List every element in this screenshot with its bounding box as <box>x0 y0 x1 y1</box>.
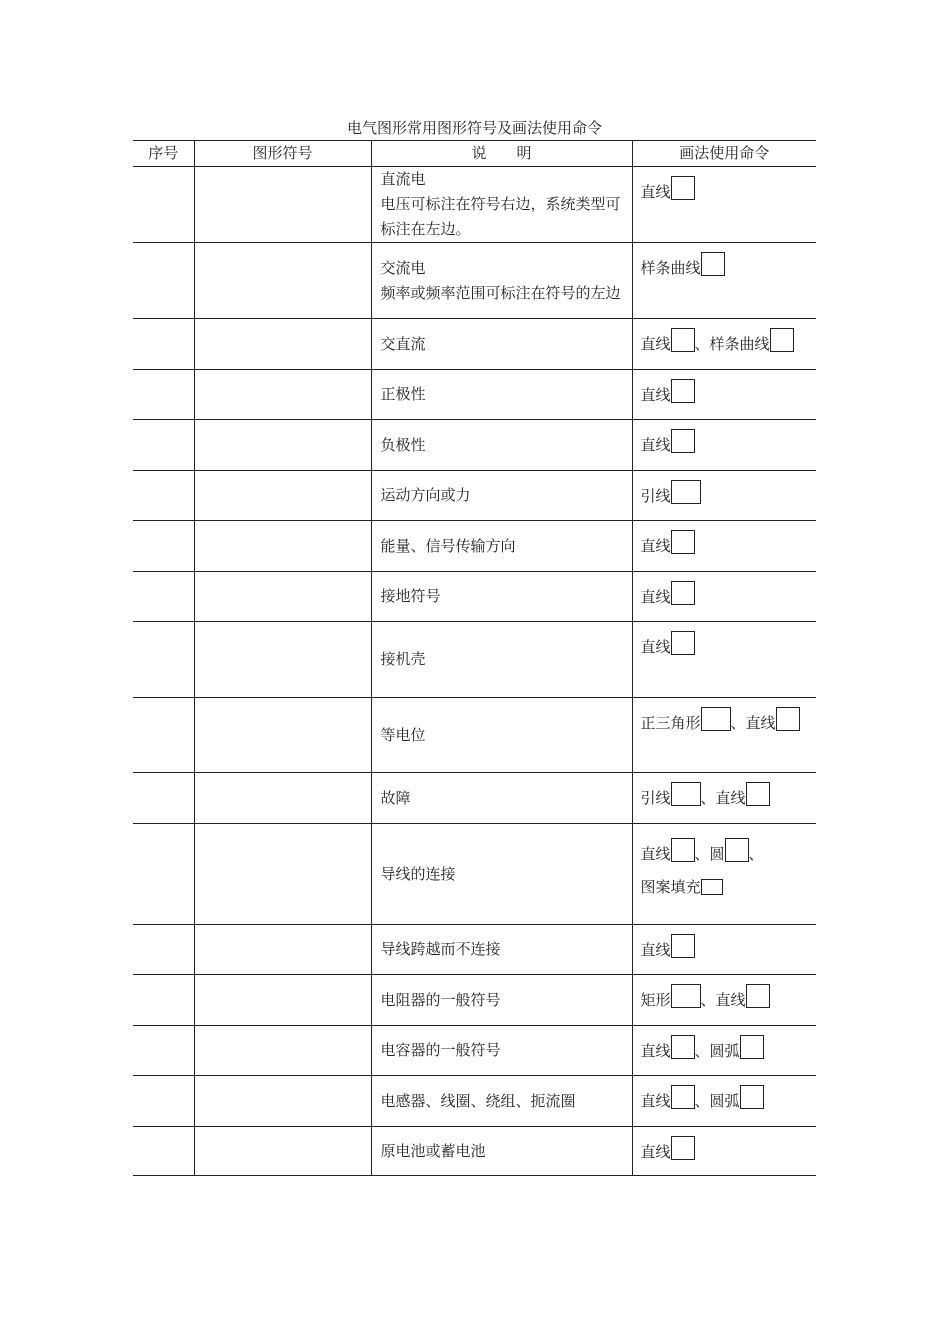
command-label: 圆弧 <box>709 1042 740 1060</box>
header-symbol: 图形符号 <box>194 141 371 167</box>
table-row <box>133 622 816 698</box>
toolbar-button-icon <box>740 1035 764 1059</box>
command-label: 引线 <box>640 789 671 807</box>
command-label: 圆 <box>709 845 725 863</box>
description-title: 导线的连接 <box>380 864 456 883</box>
toolbar-button-icon <box>671 838 695 862</box>
number-cell <box>133 773 194 824</box>
command-cell <box>632 521 816 572</box>
symbol-cell <box>194 1026 371 1076</box>
description-title: 交直流 <box>380 334 426 353</box>
command-cell <box>632 167 816 243</box>
number-cell <box>133 824 194 925</box>
symbol-cell <box>194 622 371 698</box>
number-cell <box>133 167 194 243</box>
number-cell <box>133 1076 194 1127</box>
description-cell <box>371 1076 632 1127</box>
command-cell <box>632 1076 816 1127</box>
toolbar-button-icon <box>671 480 701 504</box>
table-row <box>133 471 816 521</box>
description-title: 电阻器的一般符号 <box>380 990 501 1009</box>
description-title: 交流电 <box>380 258 426 277</box>
table-body <box>133 167 816 1176</box>
toolbar-button-icon <box>701 252 725 276</box>
header-number: 序号 <box>133 141 194 167</box>
description-cell <box>371 572 632 622</box>
toolbar-button-icon <box>701 707 731 731</box>
description-title: 正极性 <box>380 385 426 403</box>
command-label: 直线 <box>715 789 746 807</box>
separator: 、 <box>694 1092 710 1110</box>
number-cell <box>133 370 194 420</box>
number-cell <box>133 471 194 521</box>
command-line <box>641 1085 809 1114</box>
table-header-row <box>133 141 816 167</box>
symbol-cell <box>194 1127 371 1176</box>
command-cell <box>632 243 816 319</box>
symbol-cell <box>194 471 371 521</box>
description-cell <box>371 622 632 698</box>
symbol-cell <box>194 925 371 975</box>
description-cell <box>371 773 632 824</box>
description-title: 接地符号 <box>380 587 441 605</box>
toolbar-button-icon <box>725 838 749 862</box>
command-label: 直线 <box>640 845 671 863</box>
number-cell <box>133 925 194 975</box>
separator: 、 <box>700 789 716 807</box>
table-row <box>133 319 816 370</box>
symbol-cell <box>194 243 371 319</box>
description-cell <box>371 521 632 572</box>
description-title: 负极性 <box>380 435 426 454</box>
command-label: 直线 <box>715 991 746 1009</box>
command-line <box>641 252 809 281</box>
command-cell <box>632 420 816 471</box>
table-row <box>133 420 816 471</box>
command-label: 圆弧 <box>709 1092 740 1110</box>
table-row <box>133 1076 816 1127</box>
command-label: 直线 <box>640 335 671 353</box>
symbol-cell <box>194 319 371 370</box>
description-cell <box>371 824 632 925</box>
command-cell <box>632 925 816 975</box>
command-label: 直线 <box>640 436 671 454</box>
number-cell <box>133 698 194 773</box>
command-label: 正三角形 <box>640 714 701 732</box>
separator: 、 <box>730 714 746 732</box>
number-cell <box>133 521 194 572</box>
description-title: 电容器的一般符号 <box>380 1041 501 1059</box>
command-label: 图案填充 <box>640 878 701 896</box>
description-cell <box>371 1127 632 1176</box>
number-cell <box>133 1026 194 1076</box>
symbol-cell <box>194 420 371 471</box>
command-line <box>641 875 809 900</box>
header-command: 画法使用命令 <box>632 141 816 167</box>
table-row <box>133 773 816 824</box>
description-cell <box>371 167 632 243</box>
command-cell <box>632 1127 816 1176</box>
command-cell <box>632 471 816 521</box>
toolbar-button-icon <box>671 530 695 554</box>
command-line <box>641 984 809 1013</box>
command-label: 样条曲线 <box>640 259 701 277</box>
command-line <box>641 934 809 963</box>
table-row <box>133 1026 816 1076</box>
toolbar-button-icon <box>740 1085 764 1109</box>
command-label: 直线 <box>640 1092 671 1110</box>
table-row <box>133 698 816 773</box>
number-cell <box>133 1127 194 1176</box>
toolbar-button-icon <box>671 429 695 453</box>
page-title: 电气图形常用图形符号及画法使用命令 <box>346 119 602 137</box>
description-title: 直流电 <box>380 170 426 188</box>
table-row <box>133 975 816 1026</box>
number-cell <box>133 243 194 319</box>
toolbar-button-icon <box>770 328 794 352</box>
command-label: 直线 <box>745 714 776 732</box>
command-label: 直线 <box>640 183 671 201</box>
description-cell <box>371 471 632 521</box>
table-row <box>133 925 816 975</box>
toolbar-button-icon <box>776 707 800 731</box>
symbol-cell <box>194 975 371 1026</box>
toolbar-button-icon <box>671 934 695 958</box>
toolbar-button-icon <box>671 984 701 1008</box>
description-cell <box>371 420 632 471</box>
table-row <box>133 572 816 622</box>
toolbar-button-icon <box>671 1136 695 1160</box>
description-cell <box>371 1026 632 1076</box>
header-description: 说 明 <box>371 141 632 167</box>
symbol-cell <box>194 572 371 622</box>
number-cell <box>133 572 194 622</box>
description-cell <box>371 698 632 773</box>
separator: 、 <box>700 991 716 1009</box>
table-row <box>133 167 816 243</box>
command-line <box>641 838 809 867</box>
command-label: 直线 <box>640 588 671 606</box>
command-line <box>641 379 809 408</box>
toolbar-button-icon <box>671 1085 695 1109</box>
number-cell <box>133 975 194 1026</box>
command-line <box>641 480 809 509</box>
command-cell <box>632 1026 816 1076</box>
description-title: 接机壳 <box>380 650 426 668</box>
table-row <box>133 1127 816 1176</box>
toolbar-button-icon <box>671 328 695 352</box>
symbol-cell <box>194 521 371 572</box>
toolbar-button-icon <box>671 379 695 403</box>
symbol-cell <box>194 824 371 925</box>
toolbar-button-icon <box>671 782 701 806</box>
description-cell <box>371 925 632 975</box>
description-cell <box>371 975 632 1026</box>
command-cell <box>632 572 816 622</box>
toolbar-button-icon <box>746 782 770 806</box>
description-note: 电压可标注在符号右边，系统类型可标注在左边。 <box>380 195 621 238</box>
table-row <box>133 370 816 420</box>
command-cell <box>632 319 816 370</box>
toolbar-button-icon <box>671 1035 695 1059</box>
command-line <box>641 707 809 736</box>
command-label: 直线 <box>640 638 671 656</box>
description-cell <box>371 243 632 319</box>
command-label: 引线 <box>640 487 671 505</box>
command-cell <box>632 824 816 925</box>
symbol-cell <box>194 370 371 420</box>
command-cell <box>632 975 816 1026</box>
separator: 、 <box>694 845 710 863</box>
command-line <box>641 176 809 205</box>
command-cell <box>632 698 816 773</box>
symbol-cell <box>194 1076 371 1127</box>
command-label: 直线 <box>640 1042 671 1060</box>
symbol-cell <box>194 773 371 824</box>
description-title: 电感器、线圈、绕组、扼流圈 <box>380 1091 576 1110</box>
command-line <box>641 631 809 660</box>
separator: 、 <box>748 845 764 863</box>
command-label: 矩形 <box>640 991 671 1009</box>
command-cell <box>632 622 816 698</box>
description-cell <box>371 319 632 370</box>
command-line <box>641 1035 809 1064</box>
command-line <box>641 530 809 559</box>
command-label: 直线 <box>640 386 671 404</box>
command-line <box>641 328 809 357</box>
description-title: 原电池或蓄电池 <box>380 1141 486 1160</box>
command-label: 直线 <box>640 941 671 959</box>
command-line <box>641 581 809 610</box>
description-title: 等电位 <box>380 725 426 744</box>
table-row <box>133 824 816 925</box>
command-line <box>641 782 809 811</box>
toolbar-button-icon <box>701 879 723 895</box>
description-title: 能量、信号传输方向 <box>380 536 516 555</box>
description-title: 导线跨越而不连接 <box>380 940 501 958</box>
toolbar-button-icon <box>671 631 695 655</box>
description-title: 故障 <box>380 788 411 807</box>
table-row <box>133 243 816 319</box>
symbol-cell <box>194 167 371 243</box>
table-row <box>133 521 816 572</box>
command-label: 直线 <box>640 537 671 555</box>
command-label: 样条曲线 <box>709 335 770 353</box>
number-cell <box>133 319 194 370</box>
command-cell <box>632 370 816 420</box>
description-title: 运动方向或力 <box>380 486 471 504</box>
toolbar-button-icon <box>746 984 770 1008</box>
toolbar-button-icon <box>671 581 695 605</box>
command-line <box>641 1136 809 1165</box>
number-cell <box>133 622 194 698</box>
command-label: 直线 <box>640 1143 671 1161</box>
toolbar-button-icon <box>671 176 695 200</box>
separator: 、 <box>694 335 710 353</box>
number-cell <box>133 420 194 471</box>
command-cell <box>632 773 816 824</box>
symbol-cell <box>194 698 371 773</box>
description-cell <box>371 370 632 420</box>
description-note: 频率或频率范围可标注在符号的左边 <box>380 283 621 302</box>
symbol-table <box>133 140 816 1176</box>
separator: 、 <box>694 1042 710 1060</box>
command-line <box>641 429 809 458</box>
